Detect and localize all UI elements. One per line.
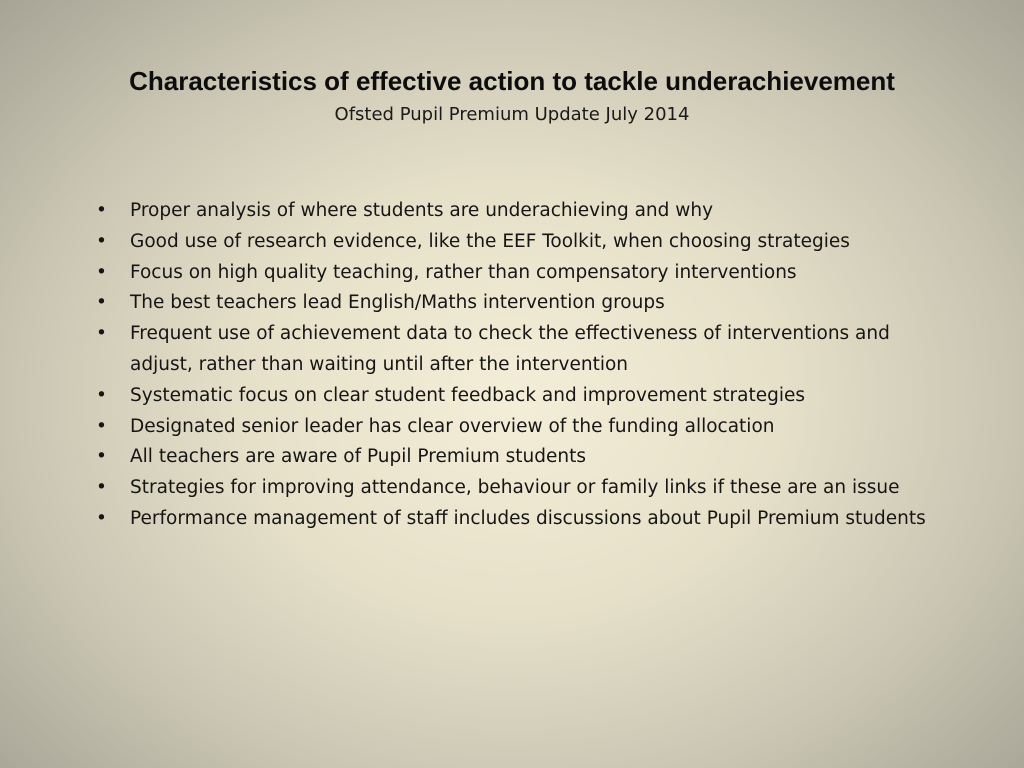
slide-subtitle: Ofsted Pupil Premium Update July 2014 bbox=[334, 104, 690, 125]
bullet-text: Strategies for improving attendance, behaviour or family links if these are an issue bbox=[130, 477, 900, 499]
bullet-item bbox=[96, 258, 956, 289]
bullet-item bbox=[96, 381, 956, 412]
bullet-item bbox=[96, 288, 956, 319]
bullet-item bbox=[96, 227, 956, 258]
bullet-text: Frequent use of achievement data to check the effectiveness of interventions and adjust, rather than waiting until after the intervention bbox=[130, 323, 890, 375]
bullet-text: Good use of research evidence, like the EEF Toolkit, when choosing strategies bbox=[130, 230, 850, 252]
bullet-marker: • bbox=[96, 507, 107, 529]
bullet-text: Designated senior leader has clear overview of the funding allocation bbox=[130, 415, 775, 437]
bullet-text: Focus on high quality teaching, rather than compensatory interventions bbox=[130, 261, 797, 283]
bullet-item bbox=[96, 504, 956, 535]
bullet-item bbox=[96, 473, 956, 504]
bullet-marker: • bbox=[96, 323, 107, 345]
bullet-text: The best teachers lead English/Maths intervention groups bbox=[130, 292, 665, 314]
bullet-item bbox=[96, 196, 956, 227]
bullet-text: Performance management of staff includes discussions about Pupil Premium students bbox=[130, 507, 926, 529]
bullet-item bbox=[96, 412, 956, 443]
bullet-list bbox=[96, 196, 956, 535]
bullet-marker: • bbox=[96, 261, 107, 283]
bullet-marker: • bbox=[96, 200, 107, 221]
bullet-text: All teachers are aware of Pupil Premium students bbox=[130, 446, 586, 468]
bullet-marker: • bbox=[96, 384, 107, 406]
bullet-marker: • bbox=[96, 415, 107, 437]
bullet-marker: • bbox=[96, 230, 107, 252]
bullet-item bbox=[96, 319, 956, 381]
bullet-marker: • bbox=[96, 477, 107, 499]
slide-title: Characteristics of effective action to tackle underachievement bbox=[129, 66, 895, 96]
bullet-item bbox=[96, 442, 956, 473]
bullet-marker: • bbox=[96, 292, 107, 314]
bullet-text: Proper analysis of where students are underachieving and why bbox=[130, 200, 714, 221]
bullet-text: Systematic focus on clear student feedback and improvement strategies bbox=[130, 384, 805, 406]
bullet-marker: • bbox=[96, 446, 107, 468]
